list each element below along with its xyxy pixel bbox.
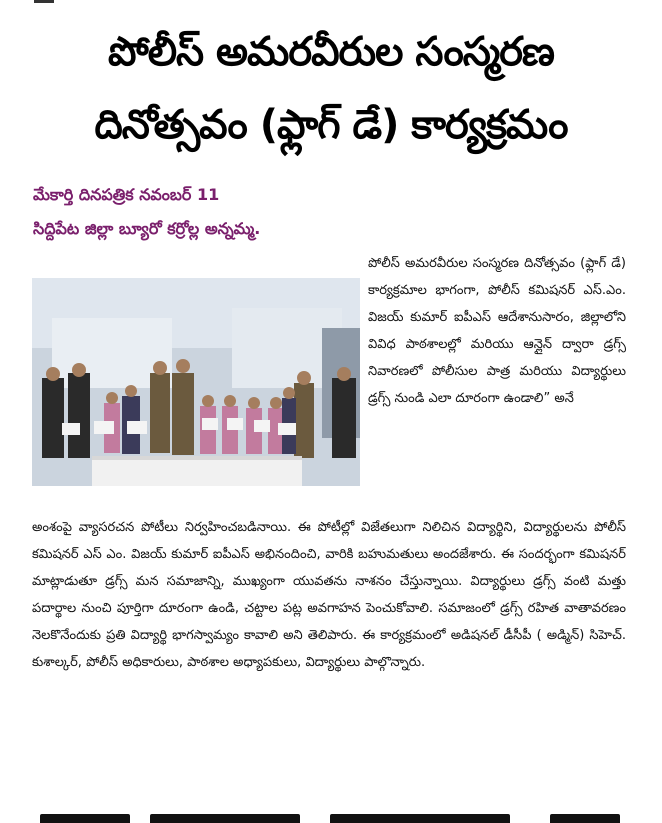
headline-line-1: పోలీస్ అమరవీరుల సంస్మరణ: [108, 29, 554, 75]
next-article-headline-sliver: [30, 806, 630, 823]
sliver-block: [40, 814, 130, 823]
article-body-column: పోలీస్ అమరవీరుల సంస్మరణ దినోత్సవం (ఫ్లాగ్ డే) కార్యక్రమాల భాగంగా, పోలీస్ కమిషనర్ ఎస్.ఎం. విజయ్ కుమార్ ఐపీఎస్ ఆదేశానుసారం, జిల్లాలోని వివిధ పాఠశాలల్లో మరియు ఆన్లైన్ ద్వారా డ్రగ్స్ నివారణలో పోలీసుల పాత్ర మరియు విద్యార్థులు డ్రగ్స్ నుండి ఎలా దూరంగా ఉండాలి” అనే: [368, 256, 626, 406]
sliver-block: [330, 814, 510, 823]
headline-line-2: దినోత్సవం (ఫ్లాగ్ డే) కార్యక్రమం: [94, 102, 568, 148]
sliver-block: [150, 814, 300, 823]
byline-reporter: సిద్దిపేట జిల్లా బ్యూరో కర్రోల్ల అన్నమ్మ.: [33, 219, 261, 238]
article-body-full: అంశంపై వ్యాసరచన పోటీలు నిర్వహించబడినాయి. ఈ పోటీల్లో విజేతలుగా నిలిచిన విద్యార్థిని, విద్యార్థులను పోలీస్ కమిషనర్ ఎస్ ఎం. విజయ్ కుమార్ ఐపీఎస్ అభినందించి, వారికి బహుమతులు అందజేశారు. ఈ సందర్భంగా కమిషనర్ మాట్లాడుతూ డ్రగ్స్ మన సమాజాన్ని, ముఖ్యంగా యువతను నాశనం చేస్తున్నాయి. విద్యార్థులు డ్రగ్స్ వంటి మత్తు పదార్థాల నుంచి పూర్తిగా దూరంగా ఉండి, చట్టాల పట్ల అవగాహన పెంచుకోవాలి. సమాజంలో డ్రగ్స్ రహిత వాతావరణం నెలకొనేందుకు ప్రతి విద్యార్థి భాగస్వామ్యం కావాలి అని తెలిపారు. ఈ కార్యక్రమంలో అడిషనల్ డీసీపీ ( అడ్మిన్) సిహెచ్. కుశాల్కర్, పోలీస్ అధికారులు, పాఠశాల అధ్యాపకులు, విద్యార్థులు పాల్గొన్నారు.: [32, 520, 626, 670]
sliver-mark: [34, 0, 54, 3]
sliver-block: [550, 814, 620, 823]
byline-date: మేకార్తి దినపత్రిక నవంబర్ 11: [33, 185, 220, 204]
previous-article-sliver: [0, 0, 662, 6]
event-photo: [32, 278, 360, 486]
